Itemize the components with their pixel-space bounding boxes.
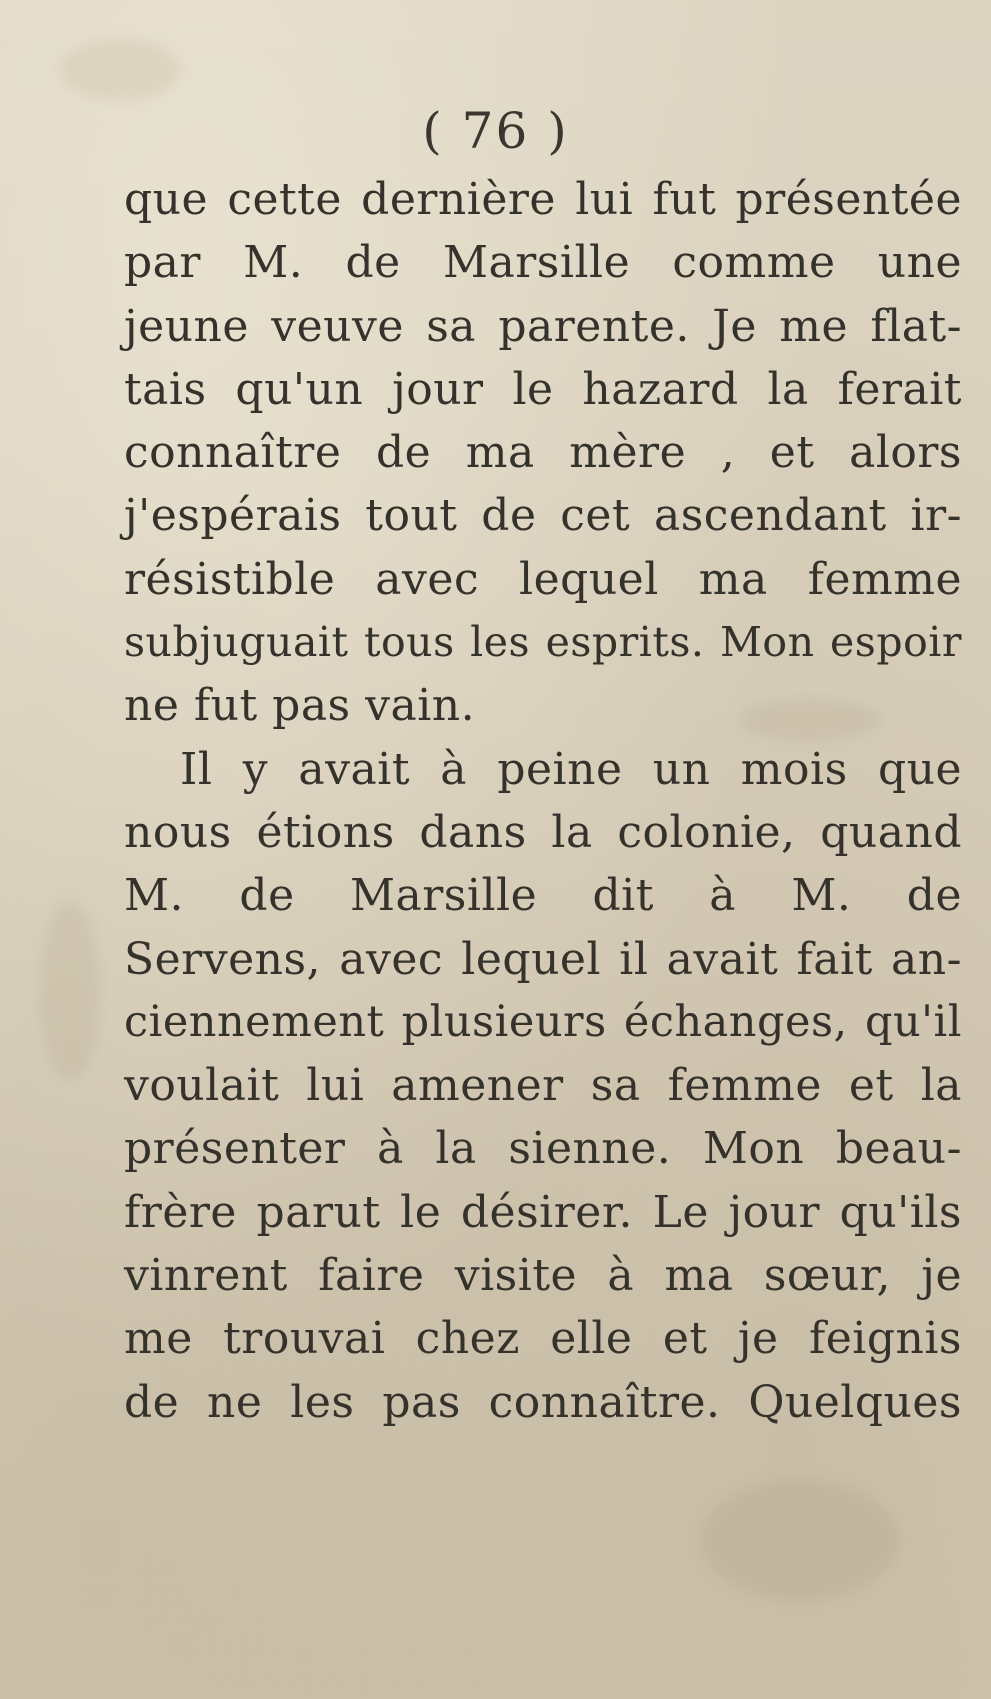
text-line: de ne les pas connaître. Quelques	[124, 1376, 962, 1428]
text-line: Il y avait à peine un mois que	[180, 743, 962, 795]
text-line: connaître de ma mère , et alors	[124, 427, 962, 479]
text-line: Servens, avec lequel il avait fait an-	[124, 933, 962, 985]
paper-stain	[40, 900, 100, 1080]
text-line: par M. de Marsille comme une	[124, 237, 962, 289]
text-line: résistible avec lequel ma femme	[124, 553, 962, 605]
text-line: présenter à la sienne. Mon beau-	[124, 1123, 962, 1175]
text-line: tais qu'un jour le hazard la ferait	[124, 363, 962, 415]
text-line: ne fut pas vain.	[124, 680, 476, 732]
text-line: nous étions dans la colonie, quand	[124, 806, 962, 858]
page-number: ( 76 )	[422, 102, 569, 160]
text-line: frère parut le désirer. Le jour qu'ils	[124, 1186, 962, 1238]
paper-stain	[60, 40, 180, 100]
text-line: voulait lui amener sa femme et la	[124, 1060, 962, 1112]
text-line: subjuguait tous les esprits. Mon espoir	[124, 618, 962, 667]
text-line: vinrent faire visite à ma sœur, je	[124, 1250, 962, 1302]
text-line: ciennement plusieurs échanges, qu'il	[124, 996, 962, 1047]
text-line: M. de Marsille dit à M. de	[124, 870, 962, 922]
body-text	[124, 168, 962, 1434]
text-line: jeune veuve sa parente. Je me flat-	[124, 300, 962, 352]
text-line: que cette dernière lui fut présentée	[124, 174, 962, 225]
text-line: j'espérais tout de cet ascendant ir-	[124, 490, 962, 542]
text-line: me trouvai chez elle et je feignis	[124, 1313, 962, 1365]
paper-stain	[700, 1480, 900, 1600]
